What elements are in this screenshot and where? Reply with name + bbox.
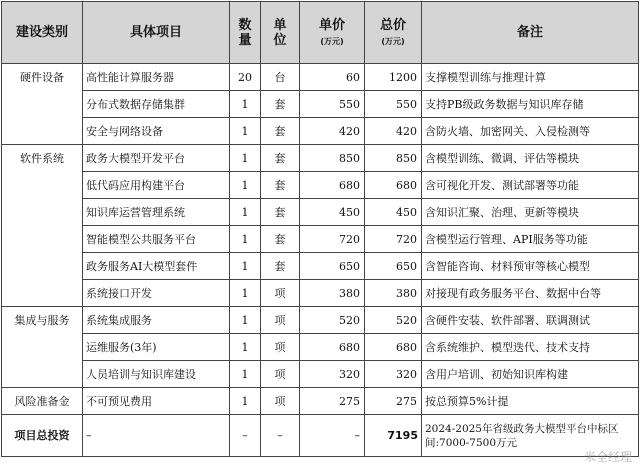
price-cell: 450: [300, 199, 365, 226]
table-row: [2, 91, 639, 118]
price-cell: 275: [300, 388, 365, 415]
table-row: [2, 64, 639, 91]
total-unit-cell: –: [261, 415, 300, 457]
header-total-unit: (万元): [381, 37, 405, 46]
unit-cell: 项: [261, 307, 300, 334]
header-total: [365, 2, 422, 64]
table-row: [2, 334, 639, 361]
unit-cell: 套: [261, 253, 300, 280]
category-cell: [2, 91, 83, 118]
item-cell: 分布式数据存储集群: [83, 91, 230, 118]
category-cell: [2, 226, 83, 253]
note-cell: 含可视化开发、测试部署等功能: [422, 172, 639, 199]
watermark: 米全经理: [583, 450, 632, 464]
table-row: [2, 226, 639, 253]
total-cell: 650: [365, 253, 422, 280]
price-cell: 420: [300, 118, 365, 145]
item-cell: 运维服务(3年): [83, 334, 230, 361]
category-cell: [2, 361, 83, 388]
qty-cell: 1: [230, 361, 261, 388]
header-price-unit: (万元): [320, 37, 344, 46]
unit-cell: 项: [261, 388, 300, 415]
header-unit-line1: 单: [273, 17, 287, 33]
item-cell: 高性能计算服务器: [83, 64, 230, 91]
price-cell: 380: [300, 280, 365, 307]
total-cell: 680: [365, 172, 422, 199]
note-cell: 含模型训练、微调、评估等模块: [422, 145, 639, 172]
table-row: [2, 118, 639, 145]
item-cell: 低代码应用构建平台: [83, 172, 230, 199]
header-price-label: 单价: [318, 18, 345, 33]
table-row: [2, 307, 639, 334]
note-cell: 支持PB级政务数据与知识库存储: [422, 91, 639, 118]
note-cell: 含智能咨询、材料预审等核心模型: [422, 253, 639, 280]
total-cell: 850: [365, 145, 422, 172]
table-row: [2, 199, 639, 226]
category-cell: 风险准备金: [2, 388, 83, 415]
unit-cell: 项: [261, 334, 300, 361]
header-row: [2, 2, 639, 64]
total-note-cell: 2024-2025年省级政务大模型平台中标区间:7000-7500万元: [422, 415, 639, 457]
category-cell: [2, 280, 83, 307]
unit-cell: 套: [261, 172, 300, 199]
price-cell: 60: [300, 64, 365, 91]
note-cell: 含硬件安装、软件部署、联调测试: [422, 307, 639, 334]
category-cell: [2, 199, 83, 226]
qty-cell: 1: [230, 226, 261, 253]
unit-cell: 套: [261, 145, 300, 172]
total-cell: 720: [365, 226, 422, 253]
total-cell: 550: [365, 91, 422, 118]
item-cell: 人员培训与知识库建设: [83, 361, 230, 388]
qty-cell: 1: [230, 172, 261, 199]
unit-cell: 项: [261, 361, 300, 388]
qty-cell: 1: [230, 280, 261, 307]
note-cell: 支撑模型训练与推理计算: [422, 64, 639, 91]
unit-cell: 套: [261, 118, 300, 145]
total-item-cell: –: [83, 415, 230, 457]
item-cell: 知识库运营管理系统: [83, 199, 230, 226]
header-unit-line2: 位: [273, 32, 287, 48]
qty-cell: 1: [230, 199, 261, 226]
item-cell: 政务大模型开发平台: [83, 145, 230, 172]
total-price-cell: –: [300, 415, 365, 457]
price-cell: 680: [300, 172, 365, 199]
item-cell: 系统集成服务: [83, 307, 230, 334]
header-qty-line1: 数: [238, 17, 252, 33]
header-unit: [261, 2, 300, 64]
category-cell: 集成与服务: [2, 307, 83, 334]
note-cell: 含系统维护、模型迭代、技术支持: [422, 334, 639, 361]
unit-cell: 台: [261, 64, 300, 91]
unit-cell: 套: [261, 91, 300, 118]
header-total-label: 总价: [379, 18, 406, 33]
header-note: 备注: [422, 2, 639, 64]
total-cell: 680: [365, 334, 422, 361]
category-cell: [2, 334, 83, 361]
total-cell: 275: [365, 388, 422, 415]
category-cell: 硬件设备: [2, 64, 83, 91]
table-row: [2, 253, 639, 280]
category-cell: 软件系统: [2, 145, 83, 172]
item-cell: 政务服务AI大模型套件: [83, 253, 230, 280]
note-cell: 含知识汇聚、治理、更新等模块: [422, 199, 639, 226]
total-qty-cell: –: [230, 415, 261, 457]
header-price: [300, 2, 365, 64]
note-cell: 对接现有政务服务平台、数据中台等: [422, 280, 639, 307]
price-cell: 680: [300, 334, 365, 361]
table-row: [2, 172, 639, 199]
price-cell: 320: [300, 361, 365, 388]
header-qty-line2: 量: [238, 32, 252, 48]
item-cell: 安全与网络设备: [83, 118, 230, 145]
category-cell: [2, 172, 83, 199]
header-category: 建设类别: [2, 2, 83, 64]
price-cell: 550: [300, 91, 365, 118]
table-row: [2, 280, 639, 307]
item-cell: 不可预见费用: [83, 388, 230, 415]
price-cell: 720: [300, 226, 365, 253]
total-row: [2, 415, 639, 457]
qty-cell: 1: [230, 145, 261, 172]
qty-cell: 1: [230, 253, 261, 280]
category-cell: [2, 253, 83, 280]
qty-cell: 1: [230, 388, 261, 415]
price-cell: 520: [300, 307, 365, 334]
table-row: [2, 388, 639, 415]
qty-cell: 1: [230, 334, 261, 361]
qty-cell: 20: [230, 64, 261, 91]
total-value-cell: 7195: [365, 415, 422, 457]
total-cell: 420: [365, 118, 422, 145]
qty-cell: 1: [230, 91, 261, 118]
category-cell: [2, 118, 83, 145]
note-cell: 含防火墙、加密网关、入侵检测等: [422, 118, 639, 145]
header-item: 具体项目: [83, 2, 230, 64]
total-cell: 520: [365, 307, 422, 334]
total-label-cell: 项目总投资: [2, 415, 83, 457]
qty-cell: 1: [230, 307, 261, 334]
total-cell: 1200: [365, 64, 422, 91]
price-cell: 850: [300, 145, 365, 172]
total-cell: 320: [365, 361, 422, 388]
note-cell: 按总预算5%计提: [422, 388, 639, 415]
note-cell: 含模型运行管理、API服务等功能: [422, 226, 639, 253]
note-cell: 含用户培训、初始知识库构建: [422, 361, 639, 388]
item-cell: 系统接口开发: [83, 280, 230, 307]
table-row: [2, 145, 639, 172]
unit-cell: 项: [261, 280, 300, 307]
investment-table: [1, 1, 639, 457]
item-cell: 智能模型公共服务平台: [83, 226, 230, 253]
total-cell: 450: [365, 199, 422, 226]
unit-cell: 套: [261, 226, 300, 253]
header-qty: [230, 2, 261, 64]
qty-cell: 1: [230, 118, 261, 145]
total-cell: 380: [365, 280, 422, 307]
unit-cell: 套: [261, 199, 300, 226]
price-cell: 650: [300, 253, 365, 280]
table-row: [2, 361, 639, 388]
